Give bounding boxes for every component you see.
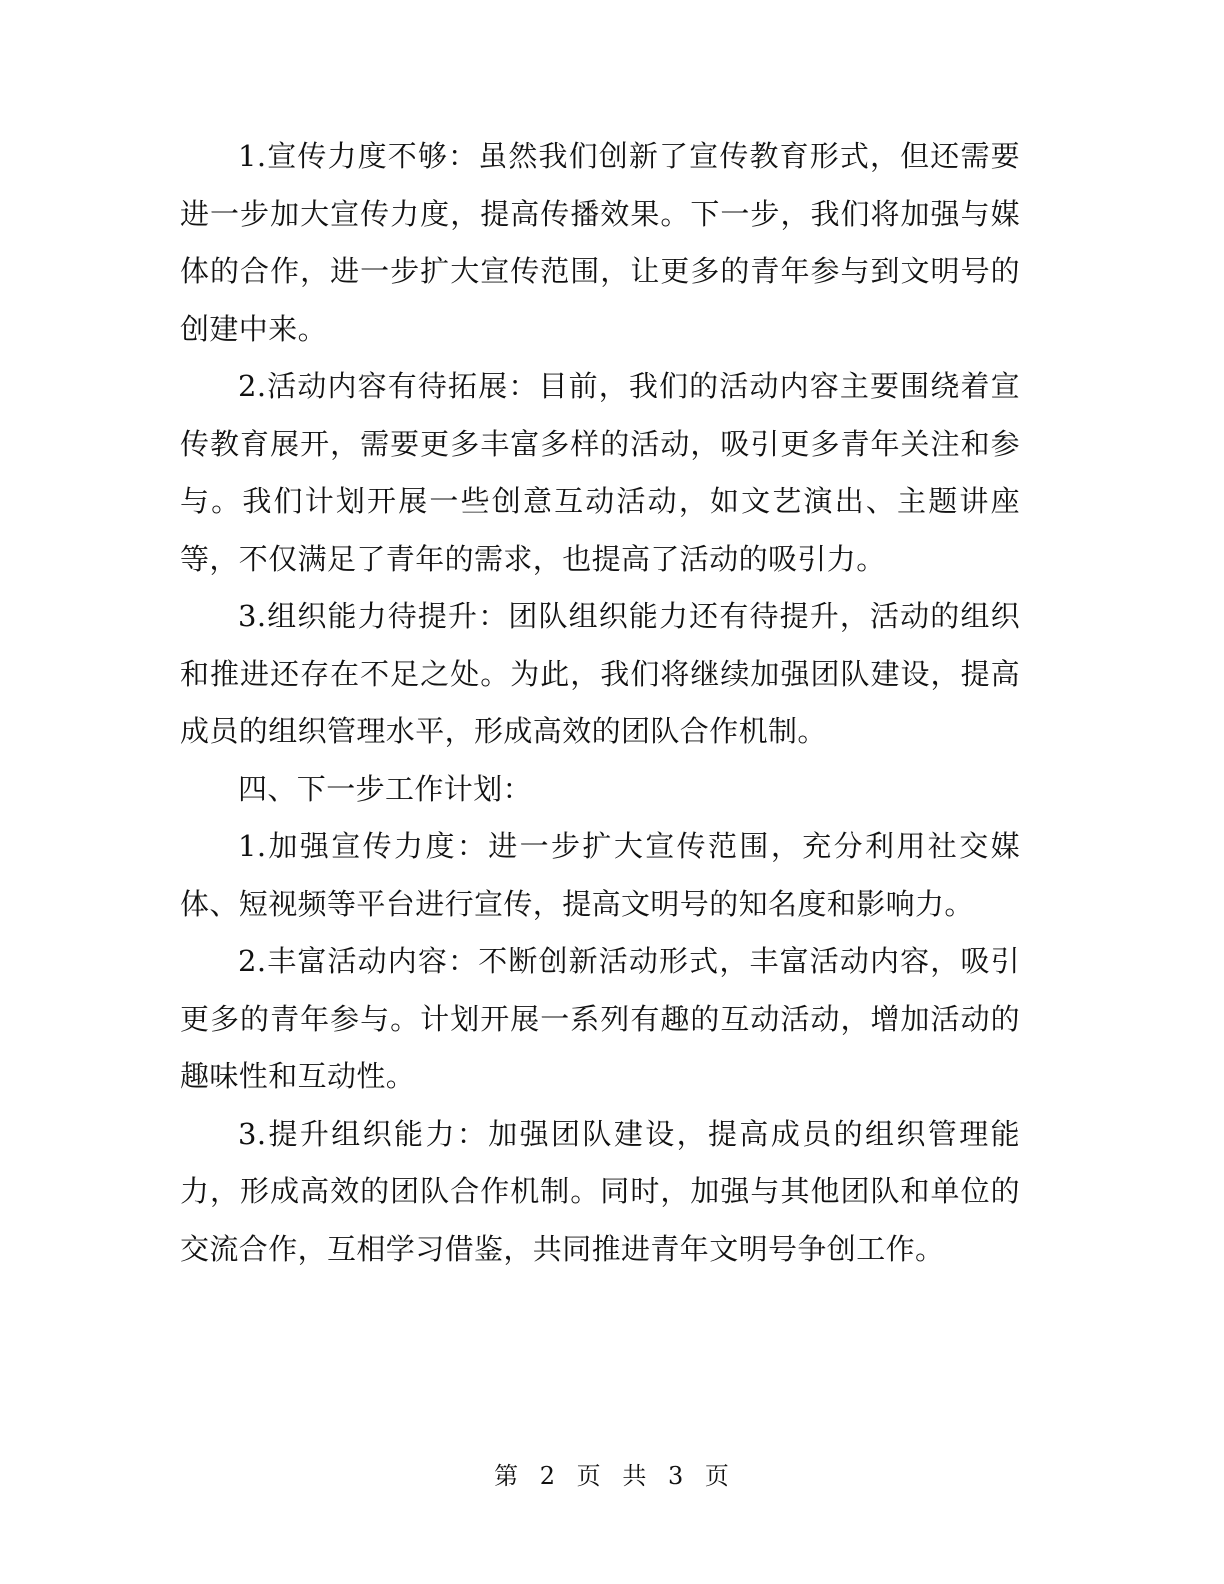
paragraph-plan-organization: 3.提升组织能力：加强团队建设，提高成员的组织管理能力，形成高效的团队合作机制。同时，加强与其他团队和单位的交流合作，互相学习借鉴，共同推进青年文明号争创工作。: [180, 1116, 1020, 1266]
page-total-prefix: 共: [622, 1462, 648, 1490]
page-total-unit: 页: [704, 1462, 730, 1490]
paragraph-issue-organization: 3.组织能力待提升：团队组织能力还有待提升，活动的组织和推进还存在不足之处。为此，我们将继续加强团队建设，提高成员的组织管理水平，形成高效的团队合作机制。: [180, 599, 1020, 748]
paragraph-plan-publicity: 1.加强宣传力度：进一步扩大宣传范围，充分利用社交媒体、短视频等平台进行宣传，提高文明号的知名度和影响力。: [180, 829, 1020, 921]
paragraph-issue-activities: 2.活动内容有待拓展：目前，我们的活动内容主要围绕着宣传教育展开，需要更多丰富多样的活动，吸引更多青年关注和参与。我们计划开展一些创意互动活动，如文艺演出、主题讲座等，不仅满足了青年的需求，也提高了活动的吸引力。: [180, 369, 1020, 576]
page-prefix: 第: [494, 1462, 520, 1490]
section-heading-next-plan: 四、下一步工作计划：: [238, 771, 533, 806]
page-footer: [0, 1460, 1224, 1492]
page-unit: 页: [576, 1462, 602, 1490]
paragraph-issue-publicity: 1.宣传力度不够：虽然我们创新了宣传教育形式，但还需要进一步加大宣传力度，提高传播效果。下一步，我们将加强与媒体的合作，进一步扩大宣传范围，让更多的青年参与到文明号的创建中来。: [180, 139, 1020, 346]
page-current: 2: [539, 1462, 557, 1490]
paragraph-plan-activities: 2.丰富活动内容：不断创新活动形式，丰富活动内容，吸引更多的青年参与。计划开展一系列有趣的互动活动，增加活动的趣味性和互动性。: [180, 944, 1020, 1093]
page-total: 3: [667, 1462, 685, 1490]
document-body: [180, 128, 1020, 1278]
